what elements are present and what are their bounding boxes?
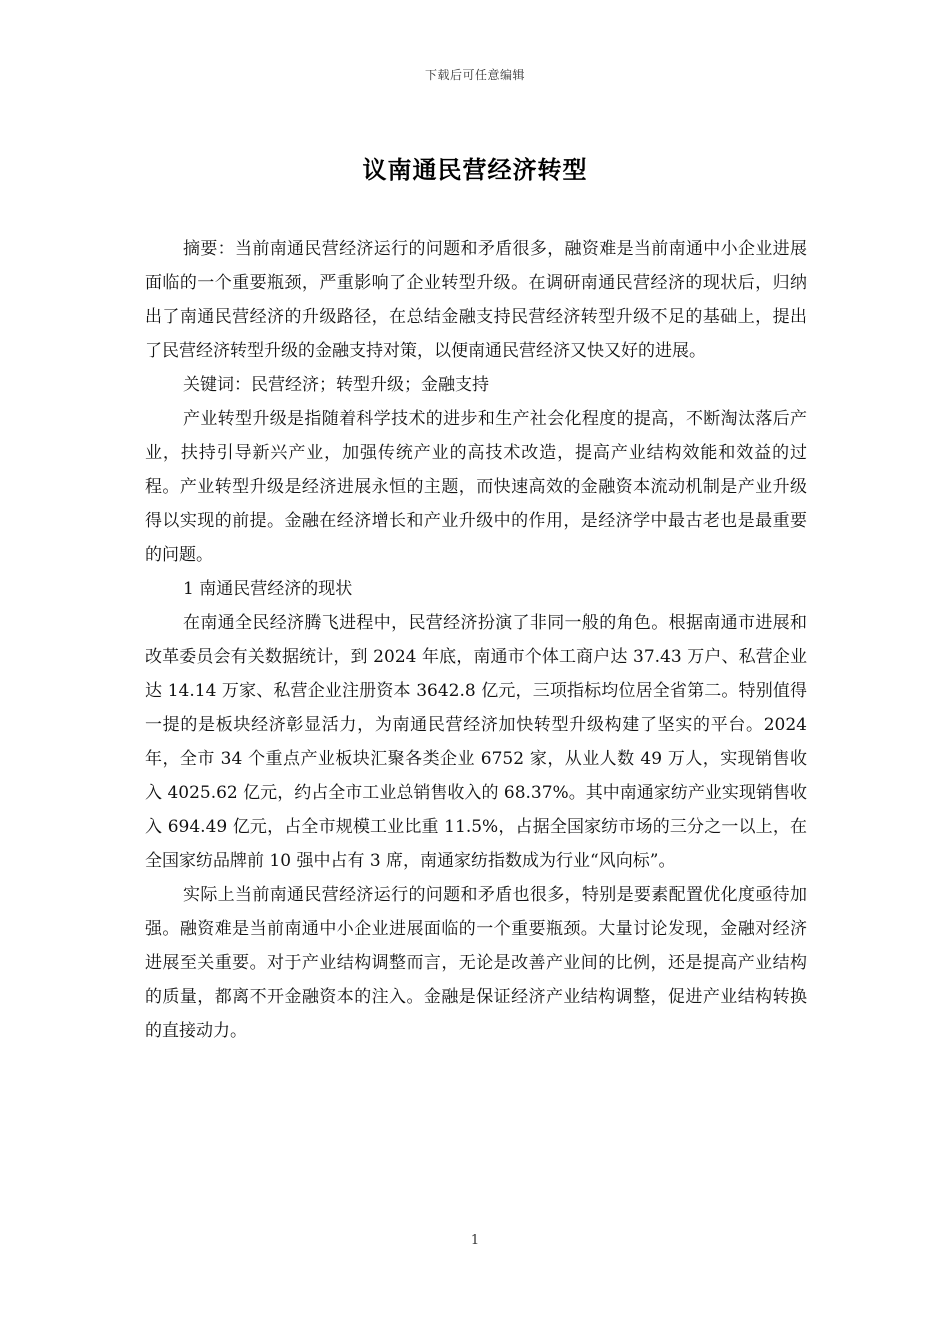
document-title: 议南通民营经济转型 <box>362 155 588 184</box>
keywords-paragraph: 关键词：民营经济；转型升级；金融支持 <box>183 375 489 395</box>
problems-paragraph: 实际上当前南通民营经济运行的问题和矛盾也很多，特别是要素配置优化度亟待加强。融资难是当前南通中小企业进展面临的一个重要瓶颈。大量讨论发现，金融对经济进展至关重要。对于产业结构调整而言，无论是改善产业间的比例，还是提高产业结构的质量，都离不开金融资本的注入。金融是保证经济产业结构调整，促进产业结构转换的直接动力。 <box>145 885 807 1041</box>
status-paragraph: 在南通全民经济腾飞进程中，民营经济扮演了非同一般的角色。根据南通市进展和改革委员会有关数据统计，到 2024 年底，南通市个体工商户达 37.43 万户、私营企业达 14.14 万家、私营企业注册资本 3642.8 亿元，三项指标均位居全省第二。特别值得一提的是板块经济彰显活力，为南通民营经济加快转型升级构建了坚实的平台。2024 年，全市 34 个重点产业板块汇聚各类企业 6752 家，从业人数 49 万人，实现销售收入 4025.62 亿元，约占全市工业总销售收入的 68.37%。其中南通家纺产业实现销售收入 694.49 亿元，占全市规模工业比重 11.5%，占据全国家纺市场的三分之一以上，在全国家纺品牌前 10 强中占有 3 席，南通家纺指数成为行业“风向标”。 <box>145 613 807 871</box>
page-number: 1 <box>470 1233 480 1248</box>
abstract-paragraph: 摘要：当前南通民营经济运行的问题和矛盾很多，融资难是当前南通中小企业进展面临的一个重要瓶颈，严重影响了企业转型升级。在调研南通民营经济的现状后，归纳出了南通民营经济的升级路径，在总结金融支持民营经济转型升级不足的基础上，提出了民营经济转型升级的金融支持对策，以便南通民营经济又快又好的进展。 <box>145 239 807 361</box>
header-note: 下载后可任意编辑 <box>424 68 525 82</box>
section-heading: 1 南通民营经济的现状 <box>183 579 353 599</box>
document-body <box>145 232 807 1048</box>
intro-paragraph: 产业转型升级是指随着科学技术的进步和生产社会化程度的提高，不断淘汰落后产业，扶持引导新兴产业，加强传统产业的高技术改造，提高产业结构效能和效益的过程。产业转型升级是经济进展永恒的主题，而快速高效的金融资本流动机制是产业升级得以实现的前提。金融在经济增长和产业升级中的作用，是经济学中最古老也是最重要的问题。 <box>145 409 807 565</box>
